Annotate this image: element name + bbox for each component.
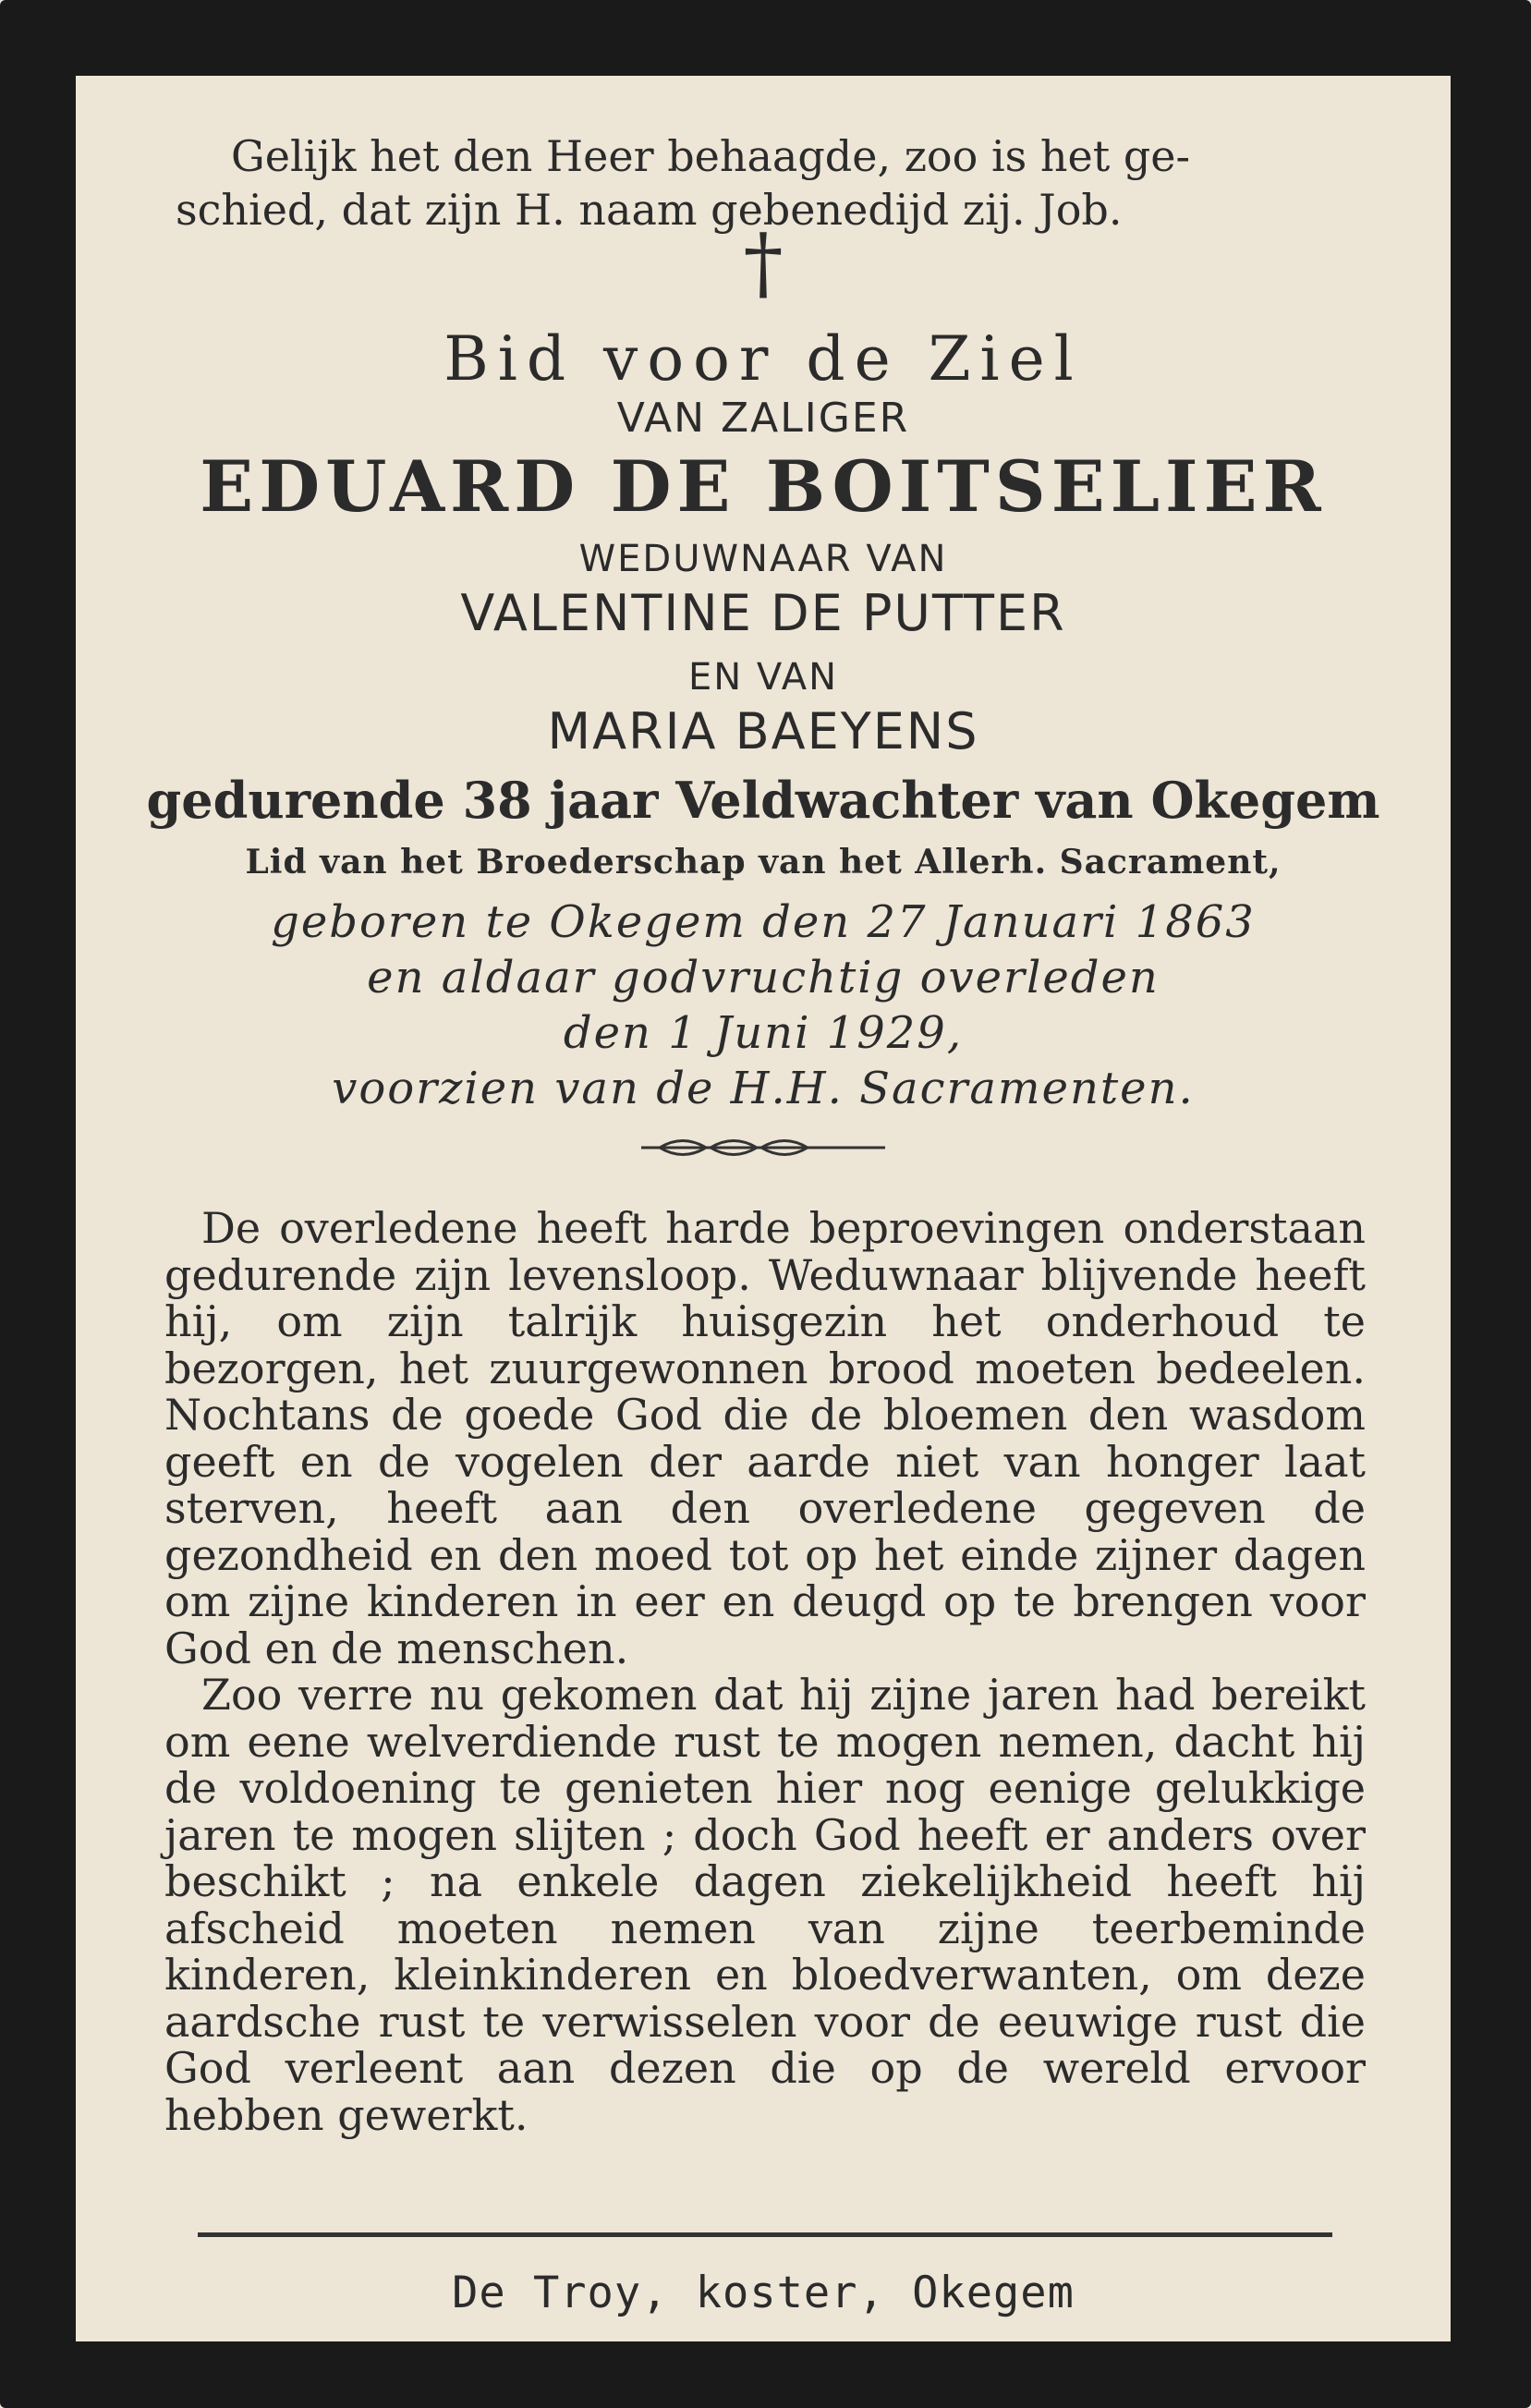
- biography-paragraph-1: De overledene heeft harde beproevingen onderstaan gedurende zijn levensloop. Weduwnaar blijvende heeft hij, om zijn talrijk huisgezin het onderhoud te bezorgen, het zuurgewonnen brood moeten bedeelen. Nochtans de goede God die de bloemen den wasdom geeft en de vogelen der aarde niet van honger laat sterven, heeft aan den overledene gegeven de gezondheid en den moed tot op het einde zijner dagen om zijne kinderen in eer en deugd op te brengen voor God en de menschen.: [164, 1203, 1366, 1673]
- birth-line: geboren te Okegem den 27 Januari 1863: [271, 896, 1256, 948]
- occupation-line: gedurende 38 jaar Veldwachter van Okegem: [146, 771, 1380, 830]
- footer-rule: [198, 2232, 1332, 2237]
- cross-icon: †: [743, 217, 784, 310]
- bid-voor-de-ziel-heading: Bid voor de Ziel: [444, 323, 1083, 395]
- biography-paragraph-2: Zoo verre nu gekomen dat hij zijne jaren had bereikt om eene welverdiende rust te mogen nemen, dacht hij de voldoening te genieten hier nog eenige gelukkige jaren te mogen slijten ; doch God heeft er anders over beschikt ; na enkele dagen ziekelijkheid heeft hij afscheid moeten nemen van zijne teerbeminde kinderen, kleinkinderen en bloedverwanten, om deze aardsche rust te verwisselen voor de eeuwige rust die God verleent aan dezen die op de wereld ervoor hebben gewerkt.: [164, 1670, 1366, 2140]
- en-van-label: EN VAN: [688, 656, 838, 699]
- epigraph-line-2: schied, dat zijn H. naam gebenedijd zij. Job.: [176, 185, 1123, 235]
- sacraments-line: voorzien van de H.H. Sacramenten.: [332, 1063, 1195, 1114]
- printer-credit: De Troy, koster, Okegem: [452, 2268, 1075, 2318]
- spouse-2-name: MARIA BAEYENS: [547, 702, 979, 760]
- epigraph-line-1: Gelijk het den Heer behaagde, zoo is het ge-: [231, 131, 1191, 181]
- death-line-1: en aldaar godvruchtig overleden: [367, 952, 1160, 1003]
- deceased-name: EDUARD DE BOITSELIER: [200, 445, 1327, 528]
- van-zaliger-label: VAN ZALIGER: [616, 395, 910, 442]
- spouse-1-name: VALENTINE DE PUTTER: [460, 584, 1066, 642]
- death-line-2: den 1 Juni 1929,: [563, 1007, 964, 1059]
- card-paper: [76, 76, 1451, 2341]
- ornament-divider-icon: [641, 1134, 885, 1161]
- biography-text: [164, 1205, 1366, 2138]
- membership-line: Lid van het Broederschap van het Allerh. Sacrament,: [245, 843, 1282, 882]
- weduwnaar-label: WEDUWNAAR VAN: [578, 538, 948, 580]
